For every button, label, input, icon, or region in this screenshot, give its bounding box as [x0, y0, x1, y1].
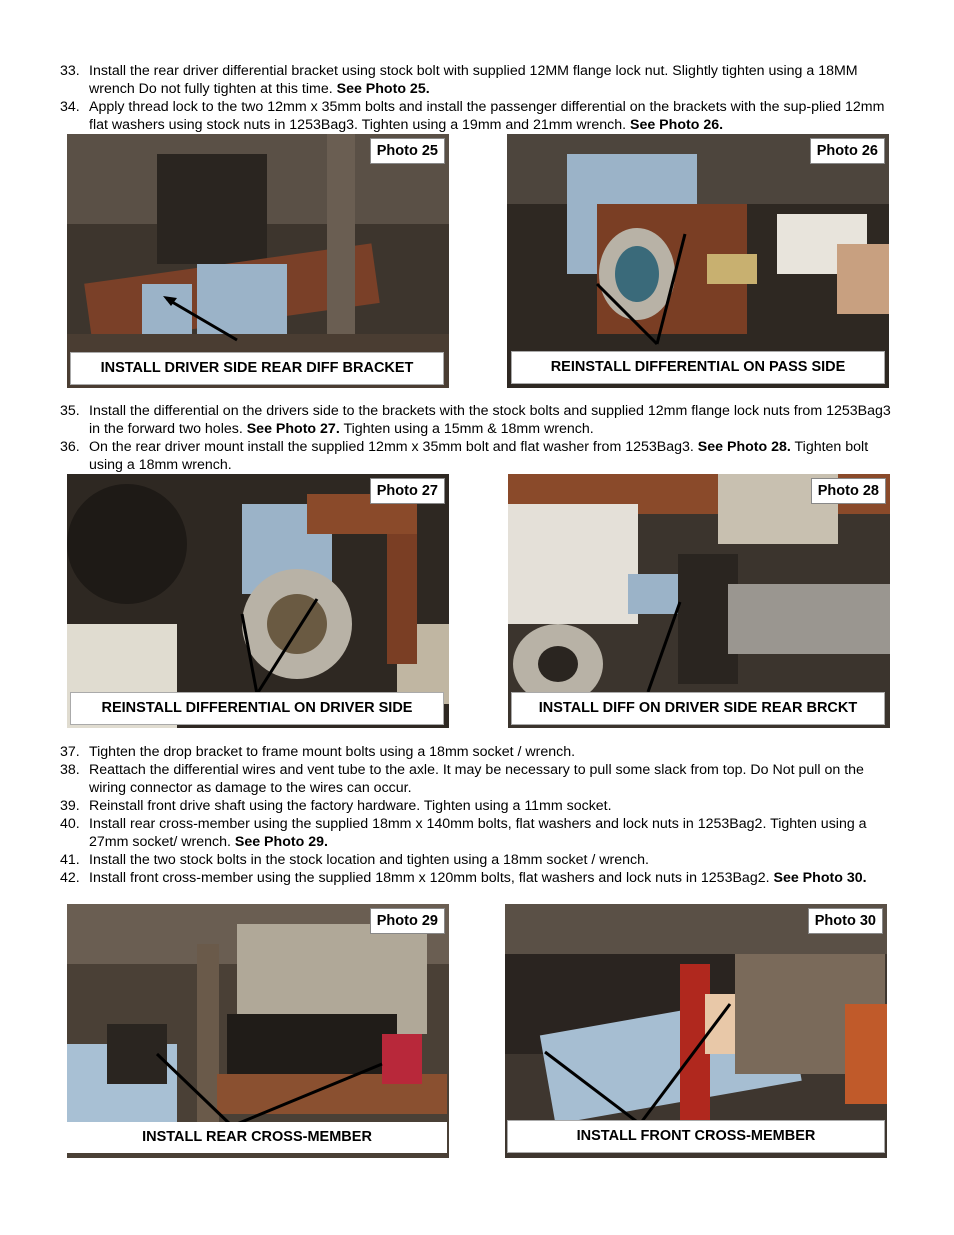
step-number: 36.: [60, 439, 80, 455]
photo-25: [67, 134, 449, 388]
step-number: 40.: [60, 816, 80, 832]
step-item: [60, 402, 900, 438]
photo-27-caption: REINSTALL DIFFERENTIAL ON DRIVER SIDE: [70, 692, 444, 725]
photo-reference: See Photo 29.: [234, 834, 328, 850]
step-text: Tighten the drop bracket to frame mount bolts using a 18mm socket / wrench.: [89, 744, 576, 760]
step-text: Install front cross-member using the supplied 18mm x 120mm bolts, flat washers and lock nuts in 1253Bag2.: [89, 870, 774, 886]
steps-group-a: [60, 62, 900, 134]
photo-27-label: Photo 27: [370, 478, 445, 504]
step-number: 33.: [60, 63, 80, 79]
step-text-after: Tighten using a 15mm & 18mm wrench.: [339, 421, 594, 437]
step-text: Reattach the differential wires and vent tube to the axle. It may be necessary to pull some slack from top. Do Not pull on the wiring connector as damage to the wires can occur.: [89, 762, 864, 796]
step-item: [60, 438, 900, 474]
step-number: 35.: [60, 403, 80, 419]
photo-26-caption: REINSTALL DIFFERENTIAL ON PASS SIDE: [511, 351, 885, 384]
photo-28-label: Photo 28: [811, 478, 886, 504]
step-text-after: Tighten bolt using a 18mm wrench.: [89, 439, 869, 473]
step-item: [60, 815, 900, 851]
step-item: [60, 62, 900, 98]
step-item: [60, 851, 900, 869]
photo-30-caption: INSTALL FRONT CROSS-MEMBER: [507, 1120, 885, 1153]
step-text: Install the differential on the drivers side to the brackets with the stock bolts and supplied 12mm flange lock nuts from 1253Bag3 in the forward two holes.: [89, 403, 891, 437]
photo-28-caption: INSTALL DIFF ON DRIVER SIDE REAR BRCKT: [511, 692, 885, 725]
photo-29-caption: INSTALL REAR CROSS-MEMBER: [67, 1122, 447, 1153]
photo-reference: See Photo 26.: [630, 117, 724, 133]
photo-30-label: Photo 30: [808, 908, 883, 934]
photo-29-image: [67, 904, 449, 1158]
step-number: 39.: [60, 798, 80, 814]
photo-25-label: Photo 25: [370, 138, 445, 164]
photo-reference: See Photo 28.: [697, 439, 791, 455]
step-text: Install rear cross-member using the supplied 18mm x 140mm bolts, flat washers and lock nuts in 1253Bag2. Tighten using a 27mm socket/ wrench.: [89, 816, 867, 850]
step-number: 37.: [60, 744, 80, 760]
step-item: [60, 761, 900, 797]
photo-29: [67, 904, 449, 1158]
photo-26: [507, 134, 889, 388]
step-text: Reinstall front drive shaft using the factory hardware. Tighten using a 11mm socket.: [89, 798, 612, 814]
photo-25-caption: INSTALL DRIVER SIDE REAR DIFF BRACKET: [70, 352, 444, 385]
step-item: [60, 797, 900, 815]
photo-30: [505, 904, 887, 1158]
step-text: Apply thread lock to the two 12mm x 35mm bolts and install the passenger differential on the brackets with the sup-plied 12mm flat washers using stock nuts in 1253Bag3. Tighten using a 19mm and 21mm wrench.: [89, 99, 885, 133]
photo-27-image: [67, 474, 449, 728]
step-text: Install the rear driver differential bracket using stock bolt with supplied 12MM flange lock nut. Slightly tighten using a 18MM wrench Do not fully tighten at this time.: [89, 63, 858, 97]
step-item: [60, 98, 900, 134]
step-number: 38.: [60, 762, 80, 778]
steps-group-c: [60, 743, 900, 887]
steps-group-b: [60, 402, 900, 474]
step-text: Install the two stock bolts in the stock location and tighten using a 18mm socket / wrench.: [89, 852, 649, 868]
step-item: [60, 743, 900, 761]
photo-29-label: Photo 29: [370, 908, 445, 934]
photo-26-label: Photo 26: [810, 138, 885, 164]
photo-reference: See Photo 25.: [336, 81, 430, 97]
photo-28-image: [508, 474, 890, 728]
photo-reference: See Photo 30.: [773, 870, 867, 886]
step-number: 42.: [60, 870, 80, 886]
step-number: 41.: [60, 852, 80, 868]
photo-27: [67, 474, 449, 728]
step-number: 34.: [60, 99, 80, 115]
photo-26-image: [507, 134, 889, 388]
photo-reference: See Photo 27.: [246, 421, 340, 437]
photo-28: [508, 474, 890, 728]
step-item: [60, 869, 900, 887]
step-text: On the rear driver mount install the supplied 12mm x 35mm bolt and flat washer from 1253Bag3.: [89, 439, 698, 455]
photo-25-image: [67, 134, 449, 388]
